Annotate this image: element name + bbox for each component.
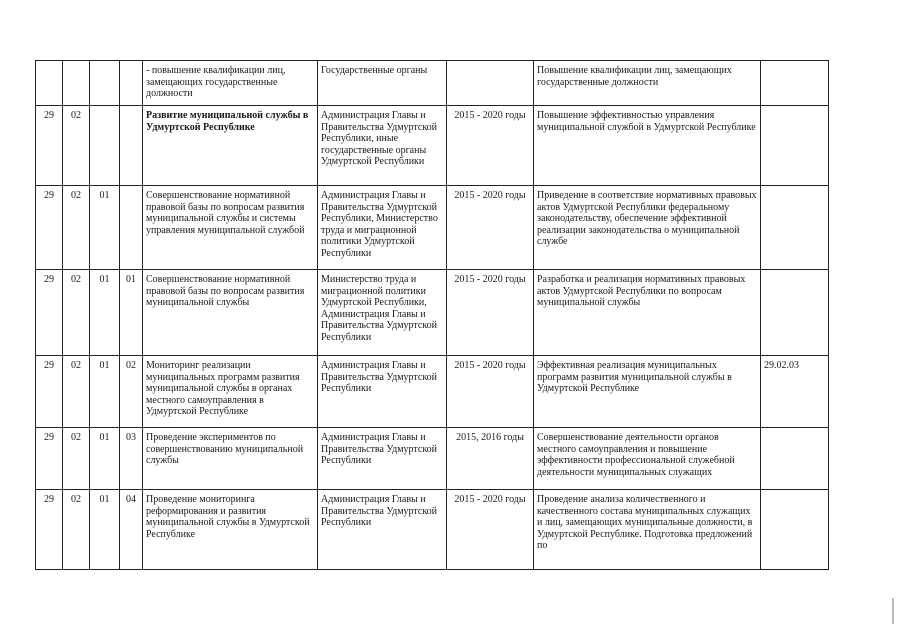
cell-executor: Администрация Главы и Правительства Удмуртской Республики, Министерство труда и миграционной политики Удмуртской Республики <box>318 186 447 270</box>
cell-pp: 02 <box>63 490 90 570</box>
cell-om: 01 <box>90 356 120 428</box>
cell-m <box>120 106 143 186</box>
cell-pp: 02 <box>63 186 90 270</box>
cell-executor: Администрация Главы и Правительства Удмуртской Республики <box>318 356 447 428</box>
cell-om <box>90 106 120 186</box>
cell-indicator-link: 29.02.03 <box>761 356 829 428</box>
cell-expected-result: Приведение в соответствие нормативных правовых актов Удмуртской Республики федеральному законодательству, обеспечение эффективной реализации законодательства о муниципальной службе <box>534 186 761 270</box>
cell-indicator-link <box>761 270 829 356</box>
table-row <box>36 490 829 570</box>
cell-measure-name: - повышение квалификации лиц, замещающих государственные должности <box>143 61 318 106</box>
cell-indicator-link <box>761 186 829 270</box>
cell-measure-name: Развитие муниципальной службы в Удмуртской Республике <box>143 106 318 186</box>
cell-period: 2015 - 2020 годы <box>447 106 534 186</box>
cell-m: 02 <box>120 356 143 428</box>
program-measures-table <box>35 60 829 570</box>
cell-m <box>120 61 143 106</box>
cell-expected-result: Повышение квалификации лиц, замещающих государственные должности <box>534 61 761 106</box>
cell-expected-result: Эффективная реализация муниципальных программ развития муниципальной службы в Удмуртской Республике <box>534 356 761 428</box>
cell-expected-result: Повышение эффективностью управления муниципальной службой в Удмуртской Республике <box>534 106 761 186</box>
cell-period: 2015 - 2020 годы <box>447 186 534 270</box>
cell-executor: Администрация Главы и Правительства Удмуртской Республики <box>318 428 447 490</box>
cell-pp <box>63 61 90 106</box>
cell-pp: 02 <box>63 428 90 490</box>
cell-expected-result: Разработка и реализация нормативных правовых актов Удмуртской Республики по вопросам муниципальной службы <box>534 270 761 356</box>
cell-gp: 29 <box>36 186 63 270</box>
table-row <box>36 61 829 106</box>
cell-indicator-link <box>761 61 829 106</box>
cell-period: 2015 - 2020 годы <box>447 270 534 356</box>
table-row <box>36 428 829 490</box>
cell-om: 01 <box>90 270 120 356</box>
cell-m: 03 <box>120 428 143 490</box>
table-body <box>36 61 829 570</box>
cell-period <box>447 61 534 106</box>
scan-edge-mark <box>892 598 894 624</box>
cell-m: 01 <box>120 270 143 356</box>
table-row <box>36 356 829 428</box>
cell-om: 01 <box>90 490 120 570</box>
cell-measure-name: Проведение экспериментов по совершенствованию муниципальной службы <box>143 428 318 490</box>
cell-executor: Министерство труда и миграционной политики Удмуртской Республики, Администрация Главы и Правительства Удмуртской Республики <box>318 270 447 356</box>
table-row <box>36 106 829 186</box>
cell-measure-name: Совершенствование нормативной правовой базы по вопросам развития муниципальной службы и системы управления муниципальной службой <box>143 186 318 270</box>
cell-indicator-link <box>761 428 829 490</box>
cell-pp: 02 <box>63 356 90 428</box>
cell-measure-name: Совершенствование нормативной правовой базы по вопросам развития муниципальной службы <box>143 270 318 356</box>
cell-executor: Администрация Главы и Правительства Удмуртской Республики <box>318 490 447 570</box>
cell-executor: Государственные органы <box>318 61 447 106</box>
cell-indicator-link <box>761 106 829 186</box>
cell-gp: 29 <box>36 270 63 356</box>
cell-gp <box>36 61 63 106</box>
cell-pp: 02 <box>63 270 90 356</box>
cell-m <box>120 186 143 270</box>
cell-pp: 02 <box>63 106 90 186</box>
cell-gp: 29 <box>36 428 63 490</box>
cell-measure-name: Мониторинг реализации муниципальных программ развития муниципальной службы в органах местного самоуправления в Удмуртской Республике <box>143 356 318 428</box>
cell-indicator-link <box>761 490 829 570</box>
cell-om: 01 <box>90 186 120 270</box>
cell-om: 01 <box>90 428 120 490</box>
cell-measure-name: Проведение мониторинга реформирования и развития муниципальной службы в Удмуртской Республике <box>143 490 318 570</box>
cell-m: 04 <box>120 490 143 570</box>
cell-om <box>90 61 120 106</box>
cell-period: 2015, 2016 годы <box>447 428 534 490</box>
cell-period: 2015 - 2020 годы <box>447 490 534 570</box>
cell-period: 2015 - 2020 годы <box>447 356 534 428</box>
cell-gp: 29 <box>36 356 63 428</box>
cell-executor: Администрация Главы и Правительства Удмуртской Республики, иные государственные органы Удмуртской Республики <box>318 106 447 186</box>
cell-expected-result: Совершенствование деятельности органов местного самоуправления и повышение эффективности профессиональной служебной деятельности муниципальных служащих <box>534 428 761 490</box>
table-row <box>36 186 829 270</box>
cell-expected-result: Проведение анализа количественного и качественного состава муниципальных служащих и лиц, замещающих муниципальные должности, в Удмуртской Республике. Подготовка предложений по <box>534 490 761 570</box>
cell-gp: 29 <box>36 106 63 186</box>
table-row <box>36 270 829 356</box>
cell-gp: 29 <box>36 490 63 570</box>
